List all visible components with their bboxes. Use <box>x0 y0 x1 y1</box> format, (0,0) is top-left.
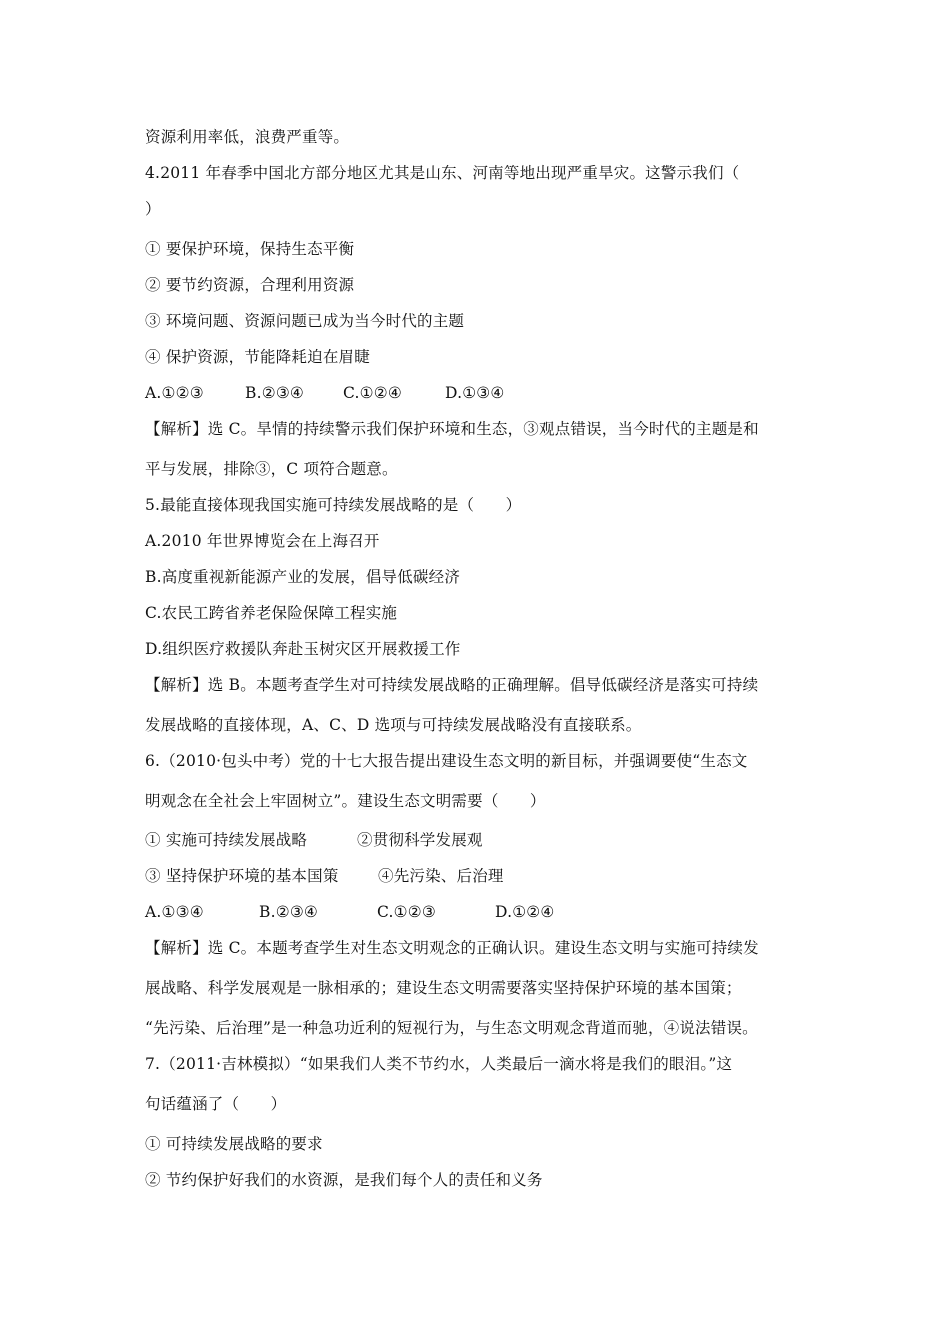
question-6-stem-2: 明观念在全社会上牢固树立”。建设生态文明需要（ ） <box>145 792 546 810</box>
question-5-option-b: B.高度重视新能源产业的发展，倡导低碳经济 <box>145 568 461 586</box>
option-d: D.①③④ <box>445 384 505 402</box>
question-7-stem-1: 7.（2011·吉林模拟）“如果我们人类不节约水，人类最后一滴水将是我们的眼泪。”这 <box>145 1055 733 1073</box>
question-5-option-d: D.组织医疗救援队奔赴玉树灾区开展救援工作 <box>145 640 461 658</box>
option-d: D.①②④ <box>495 903 555 921</box>
question-7-item-2: ② 节约保护好我们的水资源，是我们每个人的责任和义务 <box>145 1171 543 1189</box>
question-5-stem: 5.最能直接体现我国实施可持续发展战略的是（ ） <box>145 496 522 514</box>
question-6-item-3: ③ 坚持保护环境的基本国策 <box>145 867 339 885</box>
question-6-item-2: ②贯彻科学发展观 <box>357 831 483 849</box>
analysis-4-line-2: 平与发展，排除③，C 项符合题意。 <box>145 460 398 478</box>
question-4-options <box>145 383 505 403</box>
question-7-stem-2: 句话蕴涵了（ ） <box>145 1095 287 1113</box>
option-b: B.②③④ <box>259 903 319 921</box>
text-line: 资源利用率低，浪费严重等。 <box>145 128 350 146</box>
option-c: C.①②④ <box>343 384 402 402</box>
option-a: A.①②③ <box>145 384 204 402</box>
question-4-item-1: ① 要保护环境，保持生态平衡 <box>145 240 355 258</box>
analysis-5-line-2: 发展战略的直接体现，A、C、D 选项与可持续发展战略没有直接联系。 <box>145 716 642 734</box>
question-6-items-row-2 <box>145 866 504 886</box>
analysis-4-line-1: 【解析】选 C。旱情的持续警示我们保护环境和生态，③观点错误，当今时代的主题是和 <box>145 420 759 438</box>
option-c: C.①②③ <box>377 903 436 921</box>
question-5-option-a: A.2010 年世界博览会在上海召开 <box>145 532 380 550</box>
option-a: A.①③④ <box>145 903 204 921</box>
analysis-6-line-3: “先污染、后治理”是一种急功近利的短视行为，与生态文明观念背道而驰，④说法错误。 <box>145 1019 758 1037</box>
question-6-items-row-1 <box>145 830 483 850</box>
analysis-6-line-2: 展战略、科学发展观是一脉相承的；建设生态文明需要落实坚持保护环境的基本国策； <box>145 979 742 997</box>
question-4-paren: ） <box>145 200 161 218</box>
question-4-stem: 4.2011 年春季中国北方部分地区尤其是山东、河南等地出现严重旱灾。这警示我们（ <box>145 164 740 182</box>
question-6-item-1: ① 实施可持续发展战略 <box>145 831 308 849</box>
analysis-5-line-1: 【解析】选 B。本题考查学生对可持续发展战略的正确理解。倡导低碳经济是落实可持续 <box>145 676 759 694</box>
question-6-stem-1: 6.（2010·包头中考）党的十七大报告提出建设生态文明的新目标，并强调要使“生态文 <box>145 752 748 770</box>
question-5-option-c: C.农民工跨省养老保险保障工程实施 <box>145 604 398 622</box>
question-4-item-3: ③ 环境问题、资源问题已成为当今时代的主题 <box>145 312 465 330</box>
analysis-6-line-1: 【解析】选 C。本题考查学生对生态文明观念的正确认识。建设生态文明与实施可持续发 <box>145 939 759 957</box>
option-b: B.②③④ <box>245 384 305 402</box>
question-6-options <box>145 902 555 922</box>
question-6-item-4: ④先污染、后治理 <box>378 867 504 885</box>
question-4-item-2: ② 要节约资源，合理利用资源 <box>145 276 355 294</box>
question-7-item-1: ① 可持续发展战略的要求 <box>145 1135 323 1153</box>
question-4-item-4: ④ 保护资源，节能降耗迫在眉睫 <box>145 348 370 366</box>
